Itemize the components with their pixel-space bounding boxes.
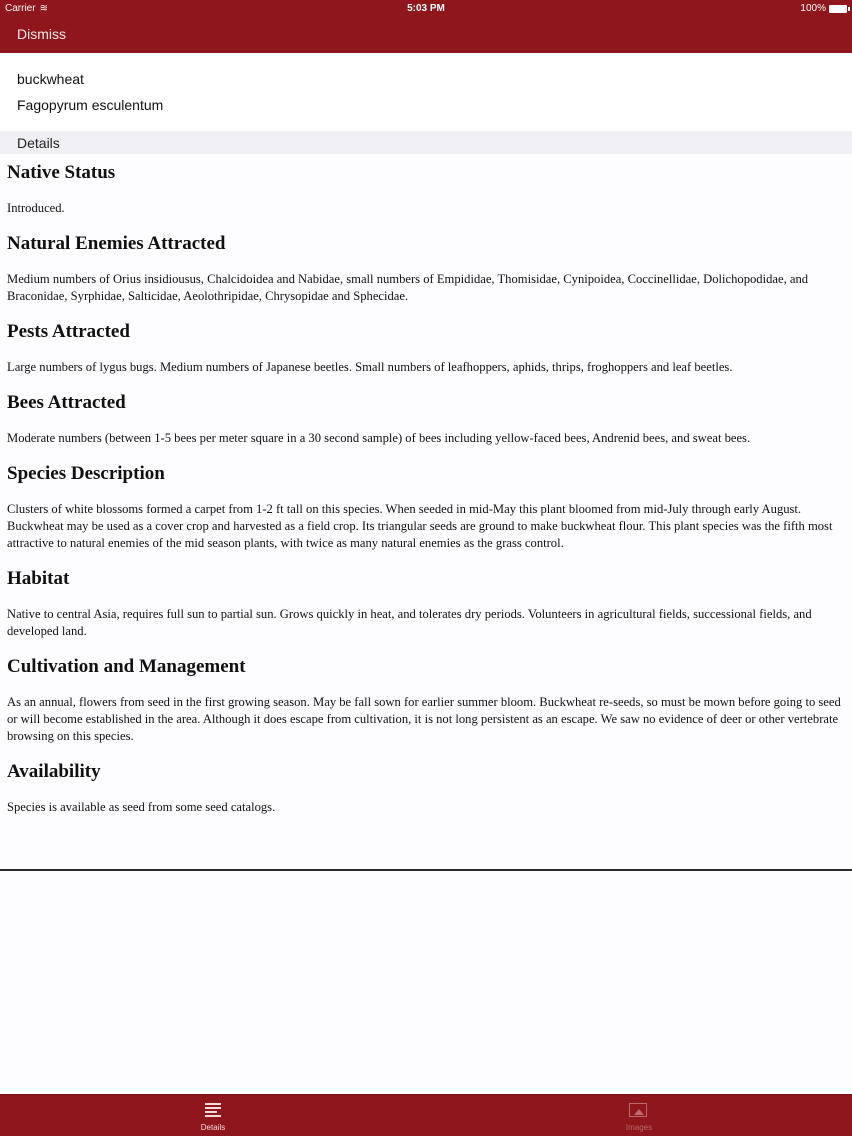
- details-content: [7, 154, 842, 832]
- tab-bar: [0, 1094, 852, 1136]
- tab-label: Images: [625, 1123, 653, 1132]
- section-body: Moderate numbers (between 1-5 bees per meter square in a 30 second sample) of bees including yellow-faced bees, Andrenid bees, and sweat bees.: [7, 431, 751, 445]
- battery-indicator: [800, 3, 847, 14]
- common-name: buckwheat: [17, 71, 84, 87]
- section-native-status: [7, 162, 842, 217]
- battery-label: 100%: [800, 3, 826, 14]
- section-header-label: Details: [17, 135, 60, 151]
- section-body: Introduced.: [7, 201, 65, 215]
- section-bees: [7, 392, 842, 447]
- carrier-label: Carrier: [5, 3, 36, 14]
- tab-images[interactable]: [599, 1095, 679, 1136]
- section-habitat: [7, 568, 842, 640]
- scientific-name: Fagopyrum esculentum: [17, 97, 164, 113]
- section-body: Species is available as seed from some seed catalogs.: [7, 800, 276, 814]
- section-natural-enemies: [7, 233, 842, 305]
- image-icon: [629, 1103, 647, 1117]
- section-body: Clusters of white blossoms formed a carpet from 1-2 ft tall on this species. When seeded in mid-May this plant bloomed from mid-July through early August. Buckwheat may be used as a cover crop and harvested as a field crop. Its triangular seeds are ground to make buckwheat flour. This plant species was the fifth most attractive to natural enemies of the mid season plants, with twice as many natural enemies as the grass control.: [7, 502, 833, 550]
- section-availability: [7, 761, 842, 816]
- dismiss-button[interactable]: Dismiss: [17, 26, 66, 42]
- tab-label: Details: [200, 1123, 226, 1132]
- section-heading: Natural Enemies Attracted: [7, 233, 226, 254]
- section-heading: Habitat: [7, 568, 70, 589]
- section-cultivation: [7, 656, 842, 745]
- status-bar: [0, 0, 852, 18]
- tab-details[interactable]: [173, 1095, 253, 1136]
- plant-names: [0, 53, 852, 131]
- section-heading: Native Status: [7, 162, 116, 183]
- wifi-icon: ≋: [39, 3, 48, 14]
- section-heading: Species Description: [7, 463, 165, 484]
- section-heading: Availability: [7, 761, 101, 782]
- status-time: 5:03 PM: [407, 3, 445, 14]
- section-body: Native to central Asia, requires full sun to partial sun. Grows quickly in heat, and tolerates dry periods. Volunteers in agricultural fields, successional fields, and developed land.: [7, 607, 812, 638]
- section-pests: [7, 321, 842, 376]
- section-heading: Bees Attracted: [7, 392, 126, 413]
- section-species-description: [7, 463, 842, 552]
- section-body: Medium numbers of Orius insidiousus, Chalcidoidea and Nabidae, small numbers of Empididae, Thomisidae, Cynipoidea, Coccinellidae, Dolichopodidae, and Braconidae, Syrphidae, Salticidae, Aeolothripidae, Chrysopidae and Sphecidae.: [7, 272, 809, 303]
- details-section-header: [0, 131, 852, 154]
- section-body: Large numbers of lygus bugs. Medium numbers of Japanese beetles. Small numbers of leafhoppers, aphids, thrips, froghoppers and leaf beetles.: [7, 360, 733, 374]
- battery-icon: [829, 5, 847, 13]
- list-icon: [205, 1103, 221, 1117]
- section-heading: Pests Attracted: [7, 321, 130, 342]
- navigation-bar: [0, 0, 852, 53]
- section-body: As an annual, flowers from seed in the first growing season. May be fall sown for earlier summer bloom. Buckwheat re-seeds, so must be mown before going to seed or will become established in the area. Although it does escape from cultivation, it is not long persistent as an escape. We saw no evidence of deer or other vertebrate browsing on this species.: [7, 695, 841, 743]
- content-divider: [0, 869, 852, 871]
- section-heading: Cultivation and Management: [7, 656, 246, 677]
